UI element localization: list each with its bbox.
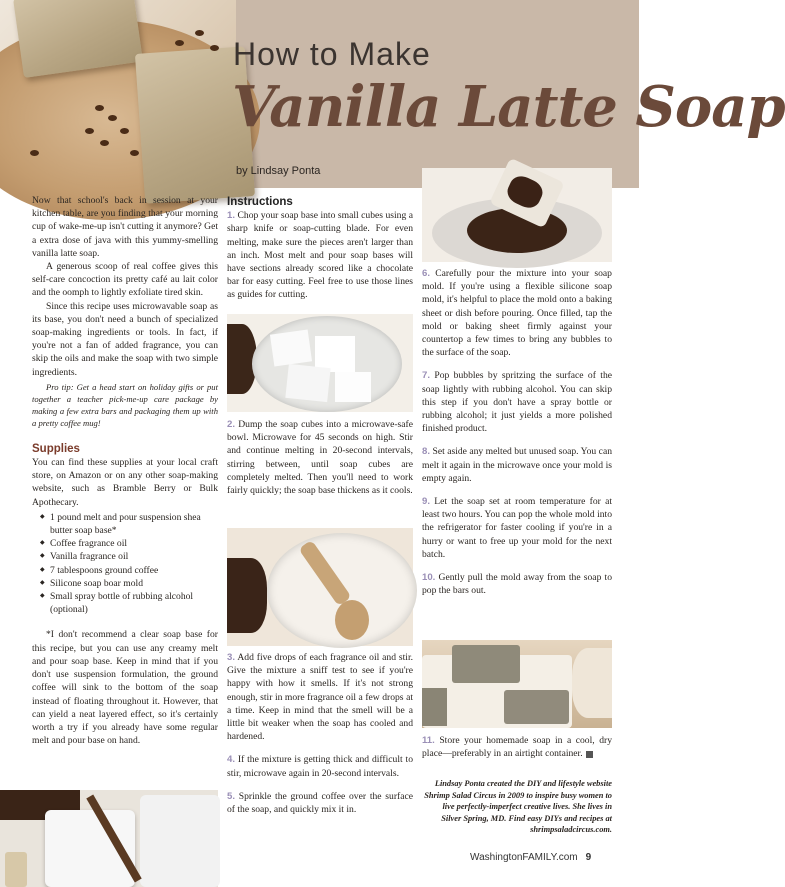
step-number: 6. [422, 268, 431, 279]
footer-site: WashingtonFAMILY.com [470, 852, 578, 863]
end-mark-icon [586, 751, 593, 758]
soap-bar-in-mold-image [504, 690, 569, 724]
intro-paragraph: Since this recipe uses microwavable soap as its base, you don't need a bunch of specialized soap-making ingredients or tools. In fact, if you're not a fan of added fragrance, you can skip the oils and make the soap with two simple ingredients. [32, 300, 218, 378]
supplies-heading: Supplies [32, 442, 80, 455]
wooden-spoon-head-image [335, 600, 369, 640]
pro-tip: Pro tip: Get a head start on holiday gifts or put together a teacher pick-me-up care package by making a few extra bars and packaging them up with a pretty coffee mug! [32, 381, 218, 428]
soap-base-note: *I don't recommend a clear soap base for this recipe, but you can use any creamy melt and pour soap base. Keep in mind that if you don't use suspension formulation, the ground coffee will sink to the bottom of the soap instead of floating throughout it. However, that can yield a neat layered effect, so it's certainly worth a try if you already have some regular melt and pour base on hand. [32, 629, 218, 747]
intro-paragraph: A generous scoop of real coffee gives this self-care concoction its pretty café au lait color and the oomph to lightly exfoliate tired skin. [32, 261, 218, 299]
left-column [32, 194, 218, 747]
middle-column [227, 196, 413, 302]
step-text: Dump the soap cubes into a microwave-safe bowl. Microwave for 45 seconds on high. Stir and continue melting in 20-second intervals, stirring between, until soap cubes are completely melted. Then you'll need to work fairly quickly; the soap base thickens as it cools. [227, 419, 413, 497]
step-text: Add five drops of each fragrance oil and stir. Give the mixture a sniff test to see if you're happy with how it smells. If it's not strong enough, stir in more fragrance oil a few drops at a time. Keep in mind that the smell will be a little bit weaker when the soap has cooled and hardened. [227, 652, 414, 743]
step-text: Carefully pour the mixture into your soap mold. If you're using a flexible silicone soap mold, it's helpful to place the mold onto a baking sheet or dish before pouring. Once filled, tap the mold or baking sheet firmly against your countertop a few times to bring any bubbles to the surface of the soap. [422, 268, 612, 359]
step-number: 11. [422, 735, 435, 746]
page-number: 9 [585, 852, 592, 863]
step-text: Sprinkle the ground coffee over the surface of the soap, and quickly mix it in. [227, 790, 413, 816]
photo-soap-cubes-knife [0, 790, 218, 887]
supply-item: ◆ 7 tablespoons ground coffee [40, 564, 218, 577]
intro-paragraph: Now that school's back in session at your kitchen table, are you finding that your morning cup of wake-me-up isn't cutting it anymore? Get a extra dose of java with this yummy-smelling vanilla latte soap. [32, 195, 218, 259]
step-number: 7. [422, 370, 431, 382]
photo-pouring-coffee [422, 168, 612, 262]
soap-block-image [140, 795, 220, 887]
coffee-bean [210, 45, 219, 51]
coffee-bowl-image [227, 558, 267, 633]
supplies-list [32, 511, 218, 617]
instruction-step [227, 418, 413, 497]
step-text: If the mixture is getting thick and difficult to stir, microwave again in 20-second intervals. [227, 754, 413, 779]
supplies-intro: You can find these supplies at your local craft store, on Amazon or on any other soap-making website, such as Bramble Berry or Bulk Apothecary. [32, 457, 218, 508]
coffee-bean [85, 128, 94, 134]
coffee-bean [130, 150, 139, 156]
coffee-bean [95, 105, 104, 111]
coffee-bean [108, 115, 117, 121]
step-number: 10. [422, 572, 436, 584]
page-title: Vanilla Latte Soap [232, 74, 785, 140]
coffee-bean [120, 128, 129, 134]
soap-cube-image [335, 372, 371, 402]
middle-column-step2 [227, 418, 413, 497]
step-number: 2. [227, 419, 236, 430]
coffee-bean [195, 30, 204, 36]
step-number: 9. [422, 496, 431, 508]
step-text: Store your homemade soap in a cool, dry place—preferably in an airtight container. [422, 735, 612, 760]
instruction-step [227, 753, 413, 779]
instruction-step [422, 571, 612, 597]
oil-bottle-image [5, 852, 27, 887]
step-number: 5. [227, 790, 236, 802]
coffee-bean [30, 150, 39, 156]
instruction-step [227, 651, 413, 743]
supply-item: ◆ 1 pound melt and pour suspension shea butter soap base* [40, 511, 218, 537]
step-number: 3. [227, 652, 236, 663]
instruction-step [422, 445, 612, 485]
instruction-step [227, 209, 413, 301]
supply-item: ◆ Coffee fragrance oil [40, 537, 218, 550]
author-bio: Lindsay Ponta created the DIY and lifestyle website Shrimp Salad Circus in 2009 to inspire busy women to live perfectly-imperfect creative lives. She lives in Silver Spring, MD. Find easy DIYs and recipes at shrimpsaladcircus.com. [424, 779, 612, 834]
instruction-step [422, 369, 612, 435]
supply-item: ◆ Silicone soap boar mold [40, 577, 218, 590]
soap-cube-image [270, 330, 312, 367]
header-banner [0, 0, 785, 188]
coffee-bean [100, 140, 109, 146]
step-text: Gently pull the mold away from the soap to pop the bars out. [422, 572, 612, 597]
step-number: 4. [227, 754, 236, 766]
byline: by Lindsay Ponta [236, 165, 321, 177]
step-text: Set aside any melted but unused soap. You can melt it again in the microwave once your mold is empty again. [422, 446, 613, 484]
instruction-step [422, 267, 612, 359]
instruction-step [227, 790, 413, 816]
instruction-step [422, 734, 612, 760]
soap-bar-in-mold-image [422, 688, 447, 726]
step-text: Chop your soap base into small cubes using a sharp knife or soap-cutting blade. For even melting, make sure the pieces aren't larger than an inch. Most melt and pour soap bases will have sections already scored like a chocolate bar for easy cutting. Feel free to use those lines as guides for cutting. [227, 210, 414, 301]
middle-column-steps3-5 [227, 651, 413, 816]
right-column [422, 267, 612, 597]
photo-soap-in-mold [422, 640, 612, 728]
soap-cube-image [285, 364, 330, 402]
page-footer [470, 852, 591, 863]
jar-image [572, 648, 612, 718]
right-column-step11 [422, 734, 612, 760]
instructions-heading: Instructions [227, 196, 293, 208]
photo-melted-soap-spoon [227, 528, 413, 646]
soap-bar-in-mold-image [452, 645, 520, 683]
step-text: Let the soap set at room temperature for at least two hours. You can pop the whole mold into the refrigerator for faster cooling if you're in a hurry or want to free up your mold for the next batch. [422, 496, 613, 560]
supply-item: ◆ Vanilla fragrance oil [40, 550, 218, 563]
photo-soap-cubes-bowl [227, 314, 413, 412]
coffee-bean [175, 40, 184, 46]
step-text: Pop bubbles by spritzing the surface of the soap lightly with rubbing alcohol. You can skip this step if you don't have a spray bottle or rubbing alcohol; it just yields a more polished finished product. [422, 370, 613, 435]
instruction-step [422, 495, 612, 561]
step-number: 8. [422, 446, 431, 458]
hero-photo-soap-bars [0, 0, 236, 188]
step-number: 1. [227, 210, 236, 222]
supply-item: ◆ Small spray bottle of rubbing alcohol (optional) [40, 590, 218, 616]
title-kicker: How to Make [233, 36, 431, 72]
